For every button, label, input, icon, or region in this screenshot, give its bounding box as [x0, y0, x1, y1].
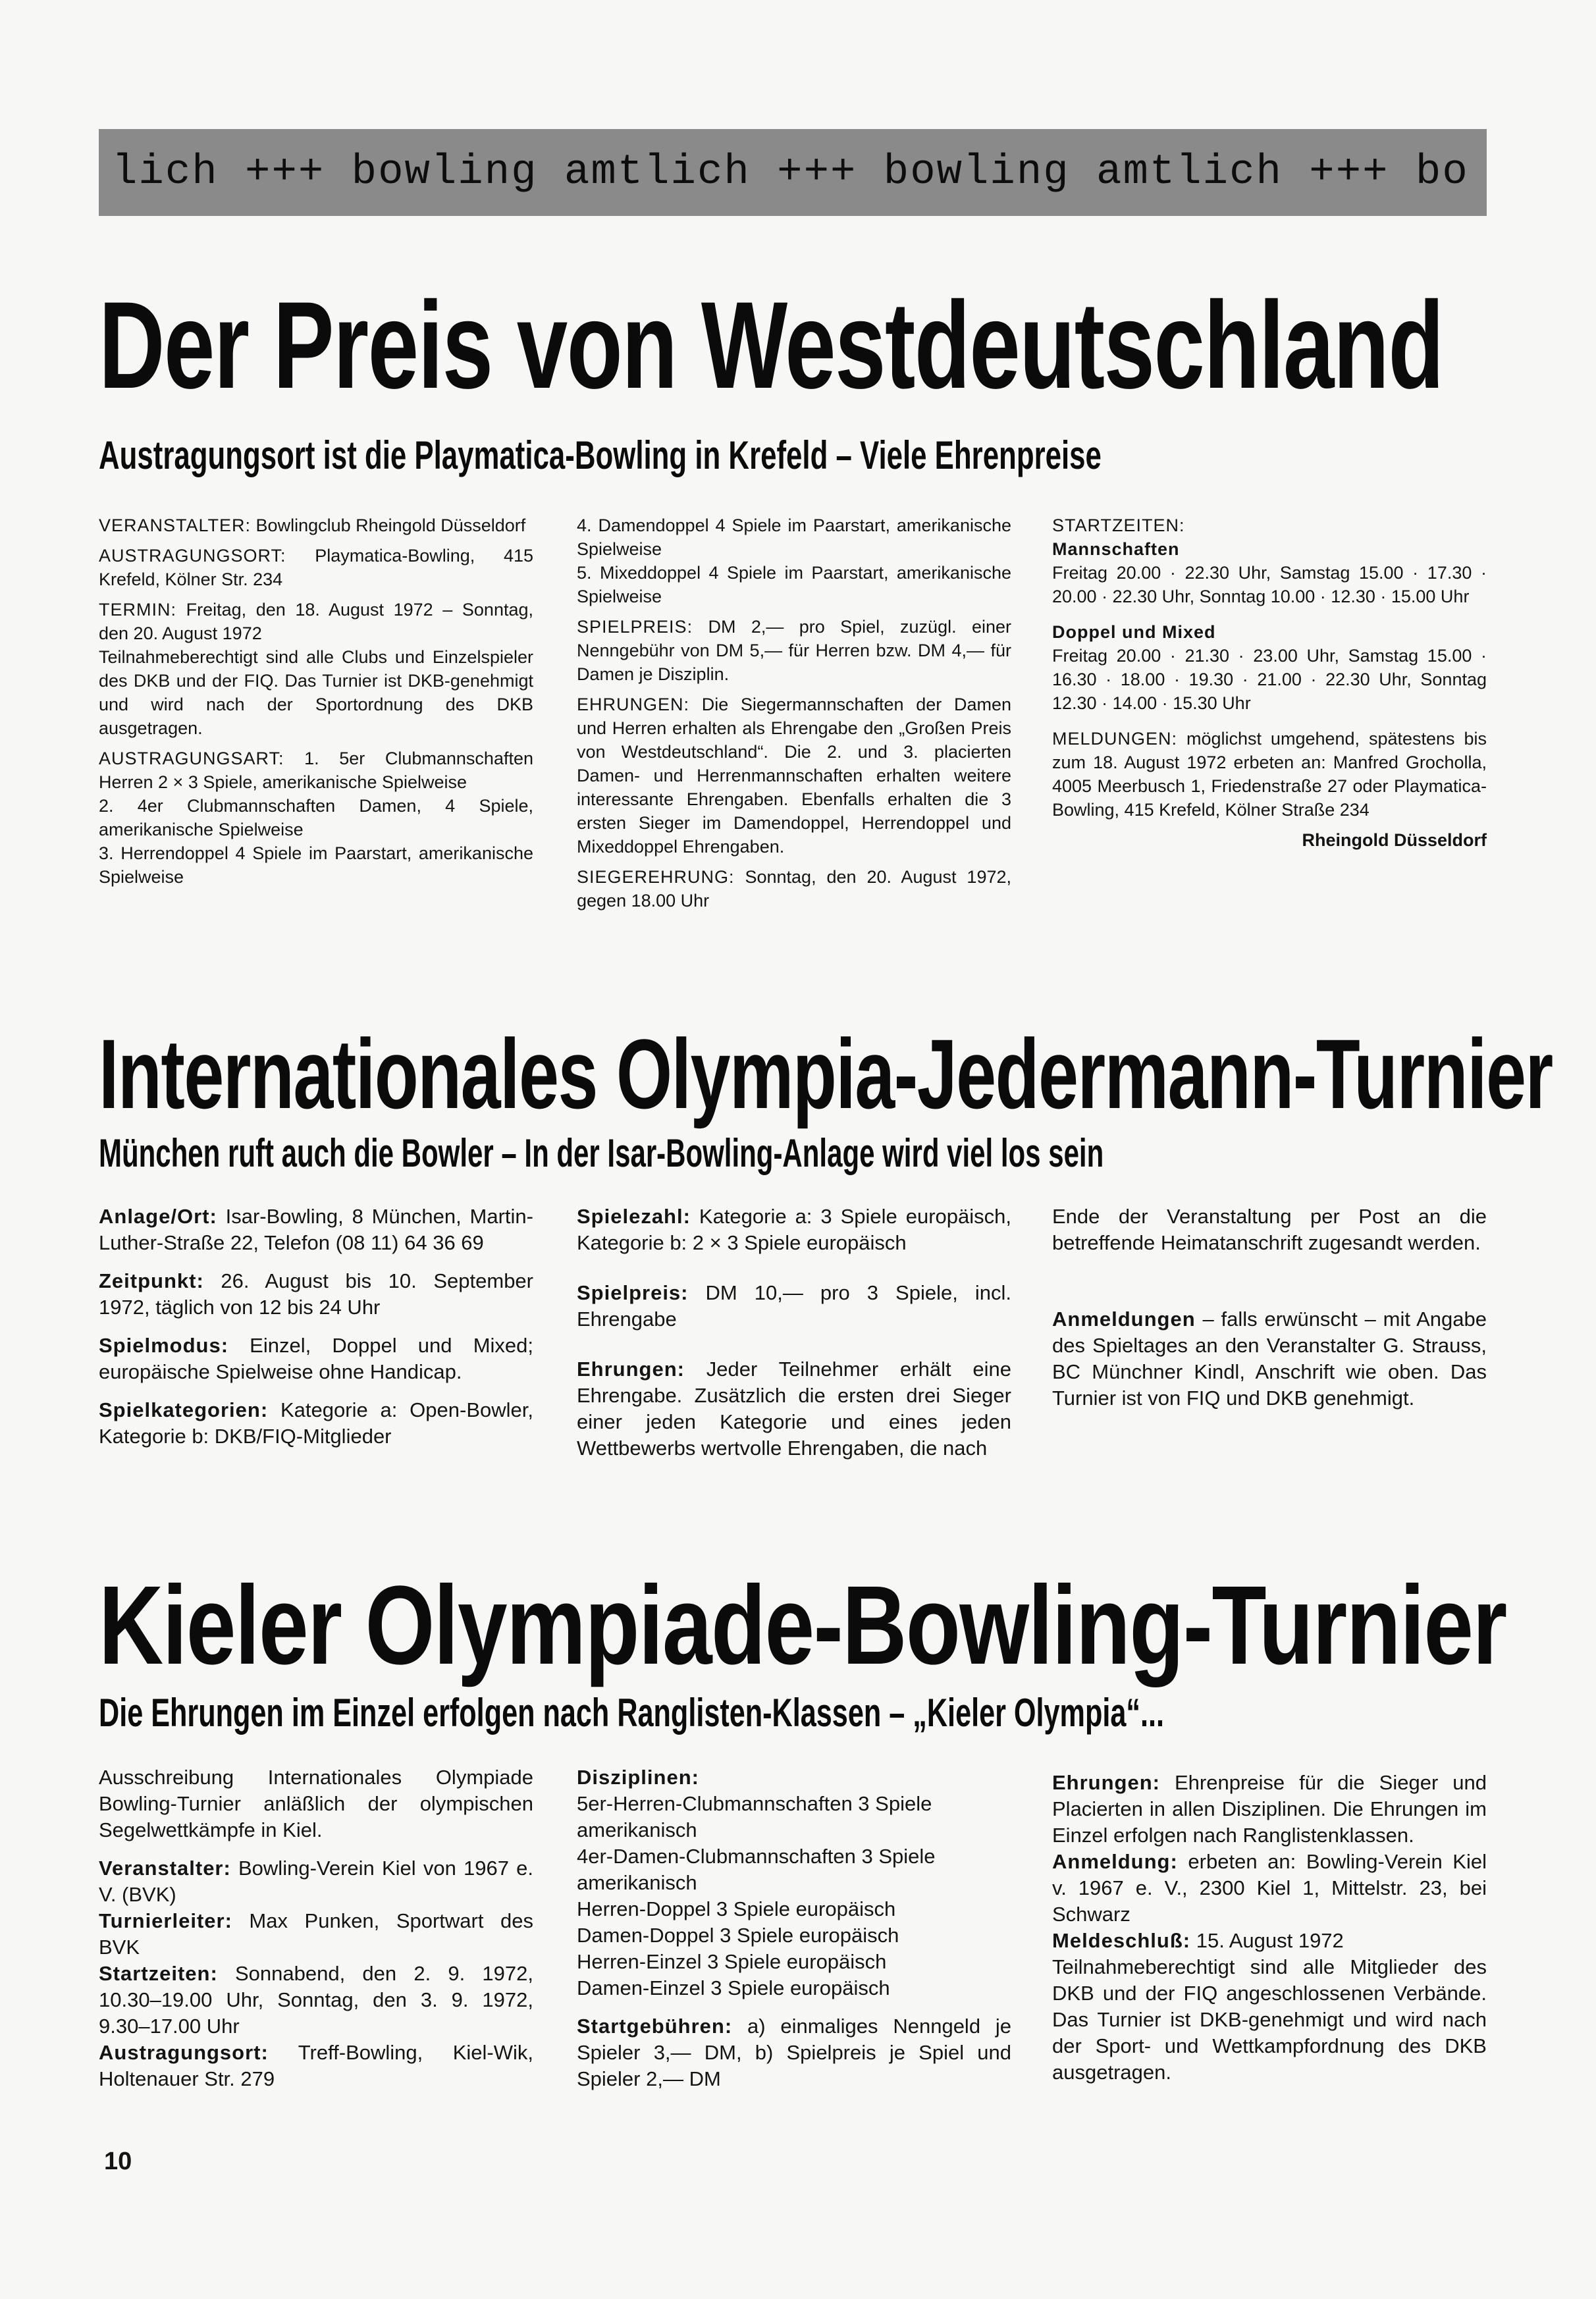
a1-veranstalter: VERANSTALTER: Bowlingclub Rheingold Düsseldorf: [99, 515, 526, 535]
a2-spielezahl: Spielezahl: Kategorie a: 3 Spiele europäisch, Kategorie b: 2 × 3 Spiele europäisch: [577, 1205, 1011, 1254]
article-kieler-olympiade: [99, 1563, 1506, 2090]
a3-ehrungen: Ehrungen: Ehrenpreise für die Sieger und Placierten in allen Disziplinen. Die Ehrungen im Einzel erfolgen nach Ranglistenklassen.: [1052, 1771, 1487, 1847]
article1-headline: Der Preis von Westdeutschland: [99, 276, 1443, 414]
a3-anmeldung: Anmeldung: erbeten an: Bowling-Verein Kiel v. 1967 e. V., 2300 Kiel 1, Mittelstr. 23, bei Schwarz: [1052, 1850, 1487, 1926]
a1-siegerehrung: SIEGEREHRUNG: Sonntag, den 20. August 1972, gegen 18.00 Uhr: [577, 867, 1011, 911]
a3-veranstalter: Veranstalter: Bowling-Verein Kiel von 1967 e. V. (BVK): [99, 1857, 533, 1906]
a1-startzeiten-label: STARTZEITEN:: [1052, 515, 1185, 535]
a3-disziplinen-label: Disziplinen:: [577, 1766, 699, 1789]
a2-versand: Ende der Veranstaltung per Post an die betreffende Heimatanschrift zugesandt werden.: [1052, 1205, 1487, 1254]
article1-col1: [99, 514, 533, 895]
a2-anlage: Anlage/Ort: Isar-Bowling, 8 München, Martin-Luther-Straße 22, Telefon (08 11) 64 36 69: [99, 1205, 533, 1254]
article2-col1: [99, 1203, 533, 1462]
a1-item5: 5. Mixeddoppel 4 Spiele im Paarstart, amerikanische Spielweise: [577, 563, 1011, 606]
article3-col1: [99, 1764, 533, 2104]
article2-headline: Internationales Olympia-Jedermann-Turnier: [99, 1018, 1553, 1129]
a3-austragungsort: Austragungsort: Treff-Bowling, Kiel-Wik, Holtenauer Str. 279: [99, 2041, 533, 2090]
a3-turnierleiter: Turnierleiter: Max Punken, Sportwart des BVK: [99, 1909, 533, 1959]
article3-col3: [1052, 1764, 1487, 2098]
a1-austragungsart: AUSTRAGUNGSART: 1. 5er Clubmannschaften Herren 2 × 3 Spiele, amerikanische Spielweise: [99, 749, 533, 792]
a2-ehrungen: Ehrungen: Jeder Teilnehmer erhält eine Ehrengabe. Zusätzlich die ersten drei Sieger einer jeden Kategorie und eines jeden Wettbewerbs wertvolle Ehrengaben, die nach: [577, 1358, 1011, 1460]
a3-disziplin: 4er-Damen-Clubmannschaften 3 Spiele amerikanisch: [577, 1845, 936, 1894]
a3-disziplin: Damen-Einzel 3 Spiele europäisch: [577, 1976, 890, 1999]
a3-disziplin: 5er-Herren-Clubmannschaften 3 Spiele amerikanisch: [577, 1792, 932, 1841]
a1-spielpreis: SPIELPREIS: DM 2,— pro Spiel, zuzügl. einer Nenngebühr von DM 5,— für Herren bzw. DM 4,— für Damen je Disziplin.: [577, 617, 1011, 684]
article3-subheadline: Die Ehrungen im Einzel erfolgen nach Ranglisten-Klassen – „Kieler Olympia“...: [99, 1691, 1164, 1735]
a3-disziplin: Herren-Einzel 3 Spiele europäisch: [577, 1950, 887, 1973]
a1-mannschaften-text: Freitag 20.00 · 22.30 Uhr, Samstag 15.00 · 17.30 · 20.00 · 22.30 Uhr, Sonntag 10.00 · 12.30 · 15.00 Uhr: [1052, 563, 1487, 606]
a1-ehrungen: EHRUNGEN: Die Siegermannschaften der Damen und Herren erhalten als Ehrengabe den „Großen Preis von Westdeutschland“. Die 2. und 3. placierten Damen- und Herrenmannschaften erhalten weitere interessante Ehrengaben. Ebenfalls erhalten die 3 ersten Sieger im Damendoppel, Herrendoppel und Mixeddoppel Ehrengaben.: [577, 695, 1011, 857]
article1-col3: [1052, 514, 1487, 859]
a1-meldungen: MELDUNGEN: möglichst umgehend, spätestens bis zum 18. August 1972 erbeten an: Manfred Grocholla, 4005 Meerbusch 1, Friedenstraße 27 oder Playmatica-Bowling, 415 Krefeld, Kölner Straße 234: [1052, 729, 1487, 820]
a3-disziplin: Herren-Doppel 3 Spiele europäisch: [577, 1897, 896, 1920]
a1-doppel-text: Freitag 20.00 · 21.30 · 23.00 Uhr, Samstag 15.00 · 16.30 · 18.00 · 19.30 · 21.00 · 22.30 Uhr, Sonntag 12.30 · 14.00 · 15.30 Uhr: [1052, 646, 1487, 713]
a1-teilnahme: Teilnahmeberechtigt sind alle Clubs und Einzelspieler des DKB und der FIQ. Das Turnier ist DKB-genehmigt und wird nach der Sportordnung des DKB ausgetragen.: [99, 647, 533, 738]
a2-spielkategorien: Spielkategorien: Kategorie a: Open-Bowler, Kategorie b: DKB/FIQ-Mitglieder: [99, 1398, 533, 1448]
article1-subheadline: Austragungsort ist die Playmatica-Bowling in Krefeld – Viele Ehrenpreise: [99, 433, 1102, 477]
article-preis-westdeutschland: [99, 276, 1487, 911]
a1-austragungsort: AUSTRAGUNGSORT: Playmatica-Bowling, 415 Krefeld, Kölner Str. 234: [99, 546, 533, 589]
a3-teilnahme: Teilnahmeberechtigt sind alle Mitglieder des DKB und der FIQ angeschlossenen Verbände. Das Turnier ist DKB-genehmigt und wird nach der Sport- und Wettkampfordnung des DKB ausgetragen.: [1052, 1955, 1487, 2084]
article2-col2: [577, 1203, 1011, 1473]
article-olympia-jedermann: [99, 1018, 1553, 1460]
a1-mannschaften-label: Mannschaften: [1052, 539, 1180, 559]
page-number: 10: [104, 2148, 132, 2175]
a3-startzeiten: Startzeiten: Sonnabend, den 2. 9. 1972, 10.30–19.00 Uhr, Sonntag, den 3. 9. 1972, 9.30–17.00 Uhr: [99, 1962, 533, 2038]
a2-spielpreis: Spielpreis: DM 10,— pro 3 Spiele, incl. Ehrengabe: [577, 1281, 1011, 1331]
a1-item3: 3. Herrendoppel 4 Spiele im Paarstart, amerikanische Spielweise: [99, 843, 533, 887]
article2-subheadline: München ruft auch die Bowler – In der Isar-Bowling-Anlage wird viel los sein: [99, 1131, 1104, 1175]
a1-item4: 4. Damendoppel 4 Spiele im Paarstart, amerikanische Spielweise: [577, 515, 1011, 559]
a1-termin: TERMIN: Freitag, den 18. August 1972 – Sonntag, den 20. August 1972: [99, 600, 533, 643]
a1-doppel-label: Doppel und Mixed: [1052, 622, 1216, 642]
a3-meldeschluss: Meldeschluß: 15. August 1972: [1052, 1929, 1344, 1952]
a3-startgebuehren: Startgebühren: a) einmaliges Nenngeld je Spieler 3,— DM, b) Spielpreis je Spiel und Spieler 2,— DM: [577, 2015, 1011, 2090]
a2-anmeldungen: Anmeldungen – falls erwünscht – mit Angabe des Spieltages an den Veranstalter G. Strauss, BC Münchner Kindl, Anschrift wie oben. Das Turnier ist von FIQ und DKB genehmigt.: [1052, 1308, 1487, 1410]
article3-headline: Kieler Olympiade-Bowling-Turnier: [99, 1563, 1506, 1688]
article2-col3: [1052, 1203, 1487, 1423]
article1-col2: [577, 514, 1011, 919]
a3-disziplin: Damen-Doppel 3 Spiele europäisch: [577, 1924, 899, 1947]
a1-item2: 2. 4er Clubmannschaften Damen, 4 Spiele, amerikanische Spielweise: [99, 796, 533, 839]
header-banner: [99, 129, 1487, 216]
a3-ausschreibung: Ausschreibung Internationales Olympiade Bowling-Turnier anläßlich der olympischen Segelwettkämpfe in Kiel.: [99, 1766, 533, 1841]
banner-text: lich +++ bowling amtlich +++ bowling amtlich +++ bo: [112, 149, 1469, 196]
a2-zeitpunkt: Zeitpunkt: 26. August bis 10. September 1972, täglich von 12 bis 24 Uhr: [99, 1269, 533, 1319]
article3-col2: [577, 1764, 1011, 2104]
a2-spielmodus: Spielmodus: Einzel, Doppel und Mixed; europäische Spielweise ohne Handicap.: [99, 1334, 533, 1383]
a1-signature: Rheingold Düsseldorf: [1302, 830, 1487, 850]
